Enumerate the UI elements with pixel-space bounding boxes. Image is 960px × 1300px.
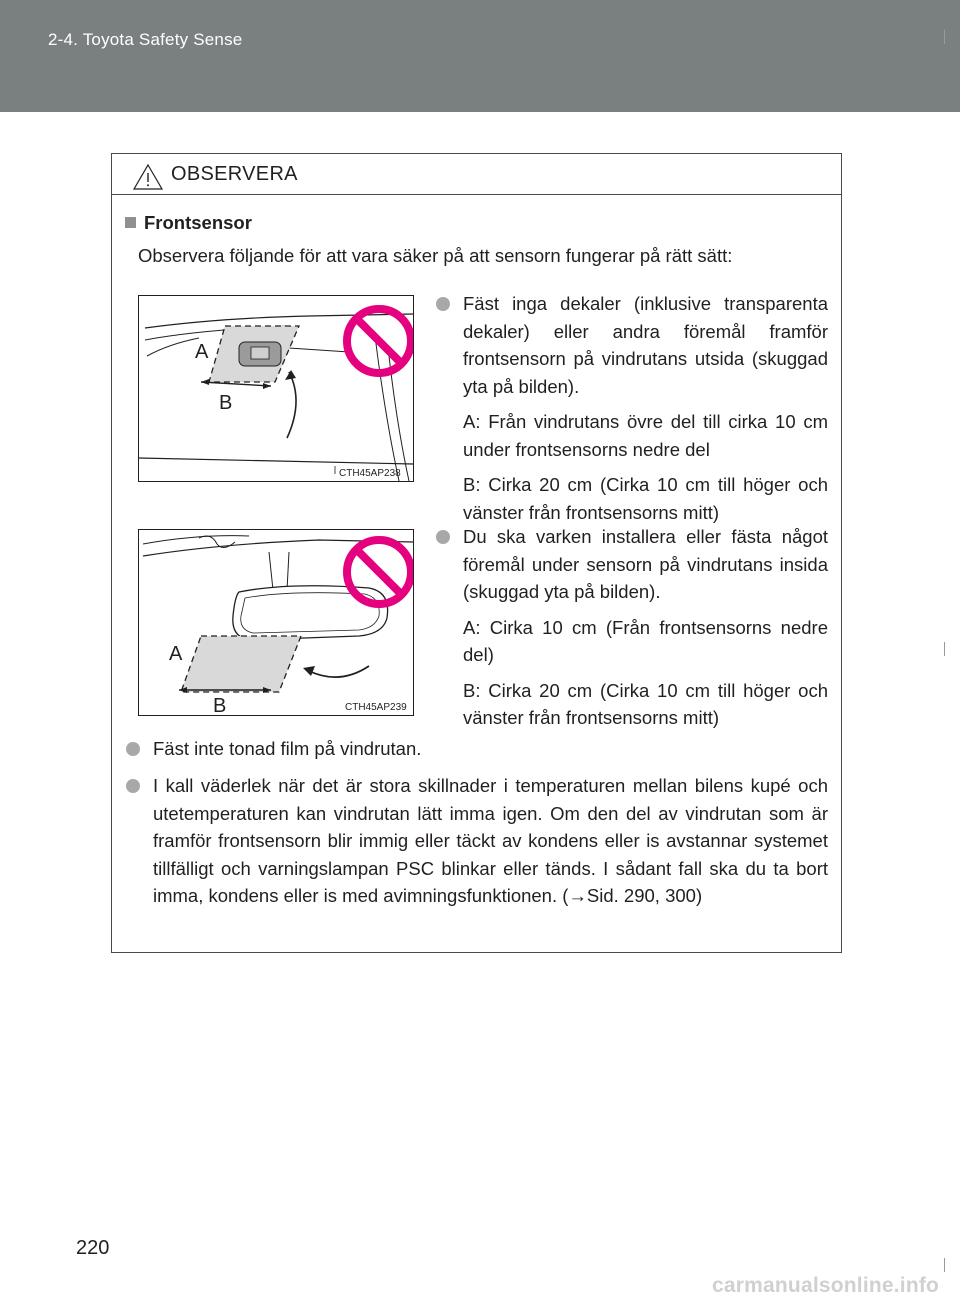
item1-note-a: A: Från vindrutans övre del till cirka 10 cm under frontsensorns nedre del — [463, 411, 828, 460]
section-title: Frontsensor — [144, 212, 252, 233]
item4-block — [125, 772, 828, 910]
item2-note-a: A: Cirka 10 cm (Från frontsensorns nedre del) — [463, 616, 828, 665]
item2-note-b: B: Cirka 20 cm (Cirka 10 cm till höger och vänster från frontsensorns mitt) — [463, 679, 828, 728]
bullet-icon — [436, 530, 450, 544]
figure1-code: CTH45AP238 — [339, 468, 401, 479]
item2-text: Du ska varken installera eller fästa något föremål under sensorn på vindrutans insida (skuggad yta på bilden). — [463, 526, 828, 602]
page-number: 220 — [76, 1237, 110, 1259]
warning-box — [111, 153, 842, 953]
item1-text: Fäst inga dekaler (inklusive transparenta dekaler) eller andra föremål framför frontsensorn på vindrutans utsida (skuggad yta på bilden). — [463, 293, 828, 397]
warning-header — [112, 154, 841, 195]
section-heading — [125, 212, 252, 234]
crop-mark — [944, 1258, 945, 1272]
bullet-icon — [126, 779, 140, 793]
item3-text: Fäst inte tonad film på vindrutan. — [153, 738, 422, 759]
figure2-code: CTH45AP239 — [345, 702, 407, 713]
figure1-label-b: B — [219, 392, 233, 414]
watermark: carmanualsonline.info — [712, 1274, 940, 1297]
bullet-icon — [436, 297, 450, 311]
list-item — [435, 290, 828, 400]
item1-note-b: B: Cirka 20 cm (Cirka 10 cm till höger och vänster från frontsensorns mitt) — [463, 474, 828, 523]
list-item — [125, 735, 828, 763]
bullet-icon — [126, 742, 140, 756]
warning-triangle-icon — [132, 163, 164, 191]
list-item — [435, 523, 828, 606]
item2-column — [435, 523, 828, 732]
item1-column — [435, 290, 828, 526]
intro-text: Observera följande för att vara säker på att sensorn fungerar på rätt sätt: — [138, 245, 733, 266]
warning-title: OBSERVERA — [171, 163, 298, 185]
figure1-label-a: A — [195, 341, 209, 363]
figure-windshield-outside — [138, 295, 414, 482]
item3-block — [125, 735, 828, 763]
crop-mark — [944, 642, 945, 656]
list-item — [125, 772, 828, 910]
figure2-label-a: A — [169, 643, 183, 665]
item4-text: I kall väderlek när det är stora skillnader i temperaturen mellan bilens kupé och utetemperaturen kan vindrutan lätt imma igen. Om den del av vindrutan som är framför frontsensorn blir immig eller täckt av kondens eller is avstannar systemet tillfälligt och varningslampan PSC blinkar eller tänds. I sådant fall ska du ta bort imma, kondens eller is med avimningsfunktionen. (→Sid. 290, 300) — [153, 775, 828, 906]
page-header — [0, 0, 960, 112]
figure2-label-b: B — [213, 695, 227, 715]
square-bullet-icon — [125, 217, 136, 228]
header-title: 2-4. Toyota Safety Sense — [48, 30, 243, 49]
crop-mark — [944, 30, 945, 44]
figure-windshield-inside — [138, 529, 414, 716]
